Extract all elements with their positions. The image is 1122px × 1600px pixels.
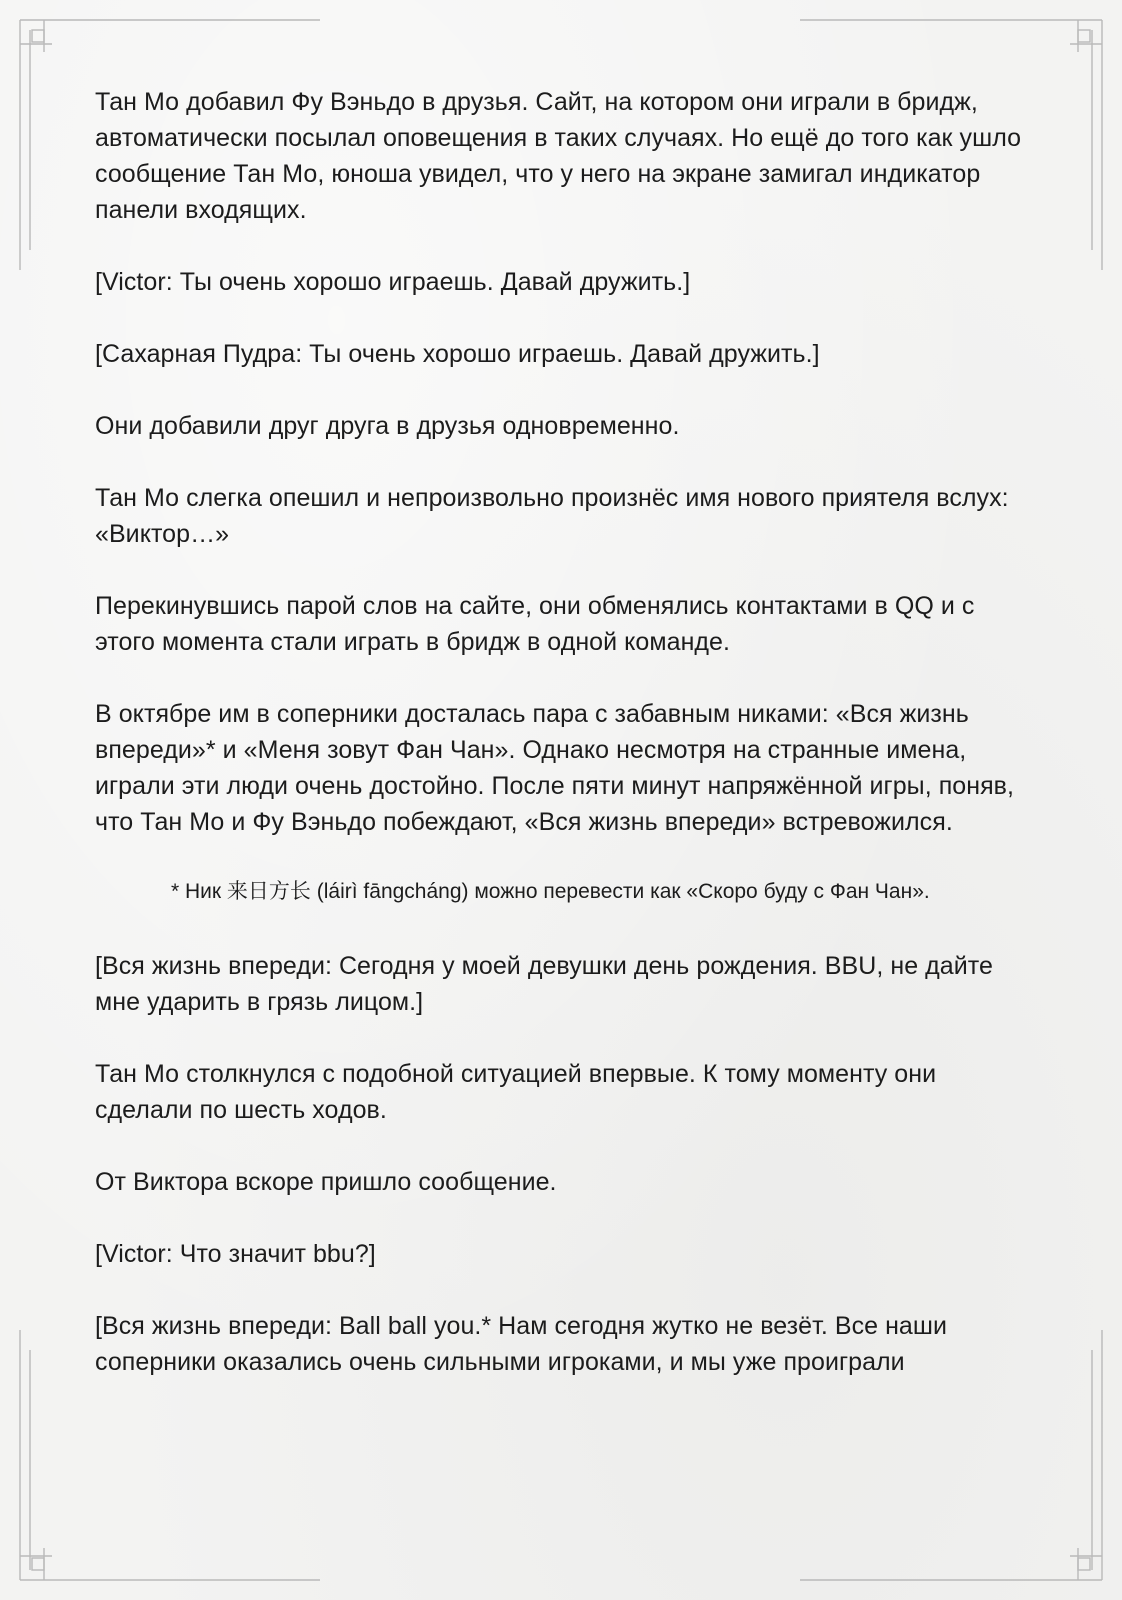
chat-message: [Victor: Ты очень хорошо играешь. Давай дружить.] (95, 268, 691, 296)
paragraph: Тан Мо добавил Фу Вэньдо в друзья. Сайт, на котором они играли в бридж, автоматически посылал оповещения в таких случаях. Но ещё до того как ушло сообщение Тан Мо, юноша увидел, что у него на экране замигал индикатор панели входящих. (95, 88, 1022, 224)
document-body (95, 84, 1025, 1416)
paragraph: Тан Мо столкнулся с подобной ситуацией впервые. К тому моменту они сделали по шесть ходов. (95, 1060, 937, 1124)
paragraph: Они добавили друг друга в друзья одновременно. (95, 412, 680, 440)
chat-message: [Вся жизнь впереди: Ball ball you.* Нам сегодня жутко не везёт. Все наши соперники оказались очень сильными игроками, и мы уже проиграли (95, 1312, 947, 1376)
footnote: * Ник 来日方长 (láirì fāngcháng) можно перевести как «Скоро буду с Фан Чан». (171, 880, 930, 903)
paragraph: Тан Мо слегка опешил и непроизвольно произнёс имя нового приятеля вслух: «Виктор…» (95, 484, 1009, 548)
chat-message: [Victor: Что значит bbu?] (95, 1240, 376, 1268)
paragraph: В октябре им в соперники досталась пара с забавным никами: «Вся жизнь впереди»* и «Меня зовут Фан Чан». Однако несмотря на странные имена, играли эти люди очень достойно. После пяти минут напряжённой игры, поняв, что Тан Мо и Фу Вэньдо побеждают, «Вся жизнь впереди» встревожился. (95, 700, 1015, 836)
paragraph: От Виктора вскоре пришло сообщение. (95, 1168, 557, 1196)
chat-message: [Вся жизнь впереди: Сегодня у моей девушки день рождения. BBU, не дайте мне ударить в грязь лицом.] (95, 952, 993, 1016)
paragraph: Перекинувшись парой слов на сайте, они обменялись контактами в QQ и с этого момента стали играть в бридж в одной команде. (95, 592, 975, 656)
chat-message: [Сахарная Пудра: Ты очень хорошо играешь. Давай дружить.] (95, 340, 820, 368)
